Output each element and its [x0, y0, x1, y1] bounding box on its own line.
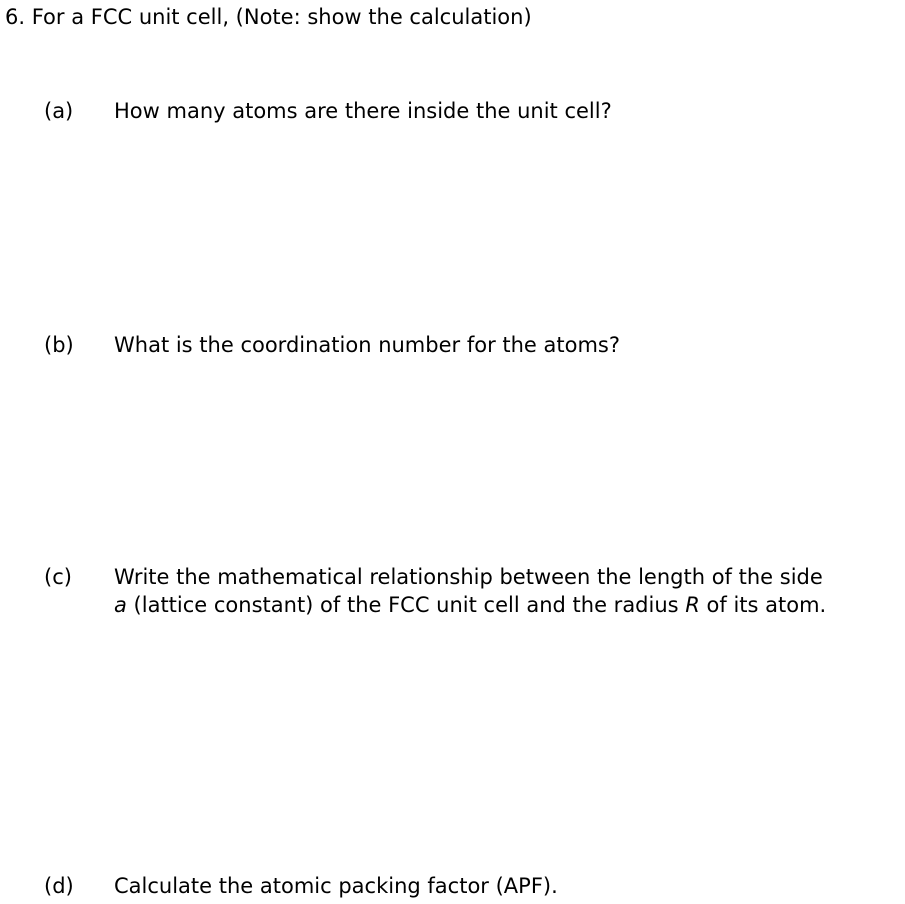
part-d-label: (d): [44, 874, 74, 898]
part-a-text: How many atoms are there inside the unit cell?: [114, 99, 612, 123]
part-c-line-2: [114, 591, 826, 619]
part-a-label: (a): [44, 99, 74, 123]
part-c-line-2-end: of its atom.: [699, 593, 827, 617]
variable-a: a: [114, 593, 127, 617]
variable-r: R: [685, 593, 700, 617]
question-title: 6. For a FCC unit cell, (Note: show the calculation): [5, 5, 532, 29]
part-b-text: What is the coordination number for the atoms?: [114, 333, 621, 357]
part-b-label: (b): [44, 333, 74, 357]
part-c-text: [114, 563, 826, 619]
part-c-line-1: Write the mathematical relationship between the length of the side: [114, 565, 823, 589]
part-c-line-2-mid: (lattice constant) of the FCC unit cell and the radius: [126, 593, 686, 617]
part-c-label: (c): [44, 565, 72, 589]
part-d-text: Calculate the atomic packing factor (APF).: [114, 874, 558, 898]
